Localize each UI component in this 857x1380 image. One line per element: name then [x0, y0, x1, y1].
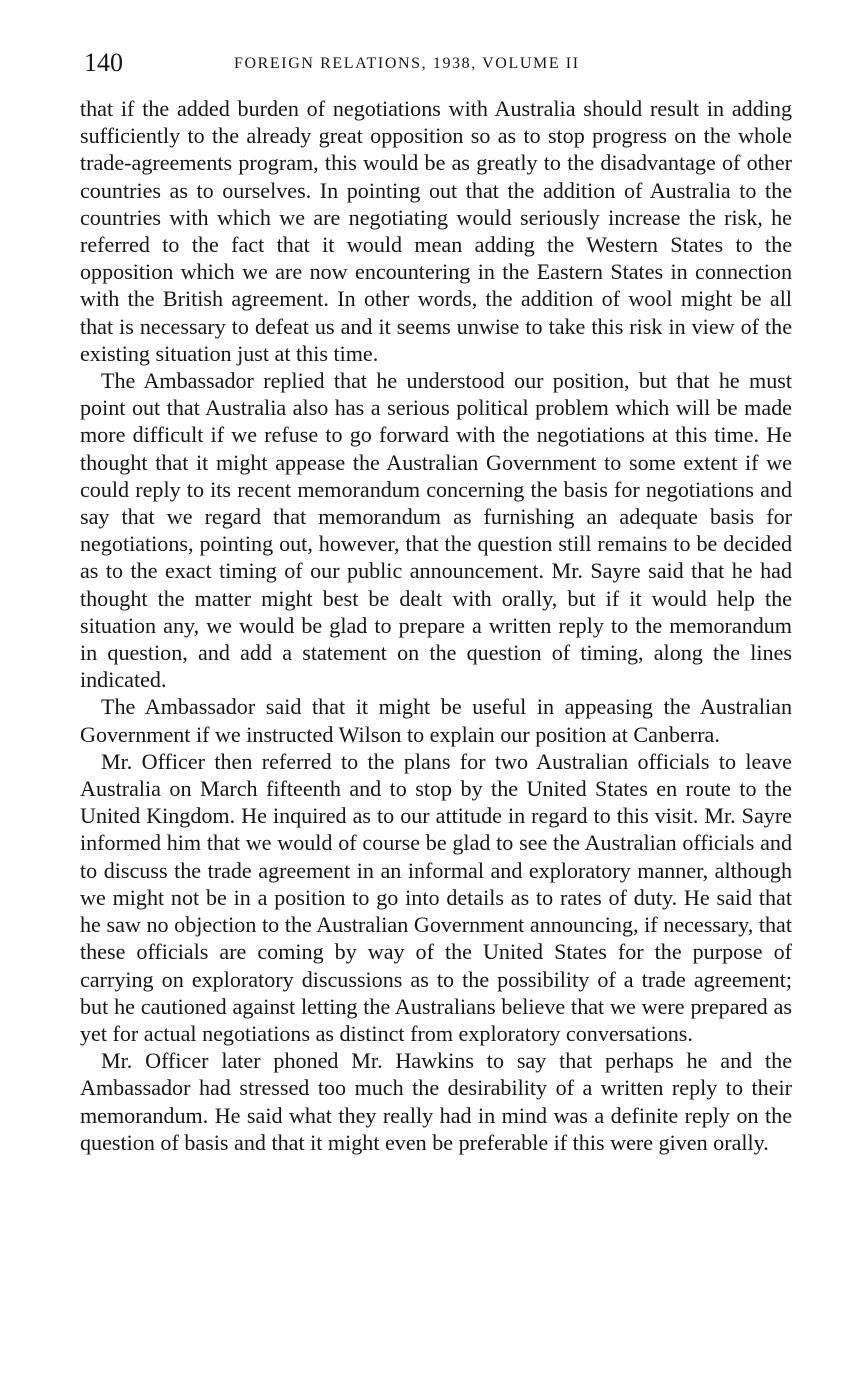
paragraph-continued: that if the added burden of negotiations with Australia should result in adding sufficiently to the already great opposition so as to stop progress on the whole trade-agreements program, this would be as greatly to the disadvantage of other countries as to ourselves. In pointing out that the addition of Australia to the countries with which we are negotiating would seriously increase the risk, he referred to the fact that it would mean adding the Western States to the opposition which we are now encountering in the Eastern States in connection with the British agreement. In other words, the addition of wool might be all that is necessary to defeat us and it seems unwise to take this risk in view of the existing situation just at this time. [80, 96, 792, 366]
body-text [80, 95, 792, 1156]
paragraph-officer-visit: Mr. Officer then referred to the plans for two Australian officials to leave Australia on March fifteenth and to stop by the United States en route to the United Kingdom. He inquired as to our attitude in regard to this visit. Mr. Sayre informed him that we would of course be glad to see the Australian officials and to discuss the trade agreement in an informal and exploratory manner, although we might not be in a position to go into details as to rates of duty. He said that he saw no objection to the Australian Government announcing, if necessary, that these officials are coming by way of the United States for the purpose of carrying on exploratory discussions as to the possibility of a trade agreement; but he cautioned against letting the Australians believe that we were prepared as yet for actual negotiations as distinct from exploratory conversations. [80, 748, 792, 1046]
paragraph-ambassador-canberra: The Ambassador said that it might be useful in appeasing the Australian Government if we instructed Wilson to explain our position at Canberra. [80, 694, 792, 747]
running-head-title: FOREIGN RELATIONS, 1938, VOLUME II [234, 55, 580, 72]
running-head [84, 48, 792, 78]
paragraph-officer-phone: Mr. Officer later phoned Mr. Hawkins to say that perhaps he and the Ambassador had stressed too much the desirability of a written reply to their memorandum. He said what they really had in mind was a definite reply on the question of basis and that it might even be preferable if this were given orally. [80, 1048, 792, 1155]
page-number: 140 [84, 48, 123, 77]
paragraph-ambassador-reply: The Ambassador replied that he understood our position, but that he must point out that Australia also has a serious political problem which will be made more difficult if we refuse to go forward with the negotiations at this time. He thought that it might appease the Australian Government to some extent if we could reply to its recent memorandum concerning the basis for negotiations and say that we regard that memorandum as furnishing an adequate basis for negotiations, pointing out, however, that the question still remains to be decided as to the exact timing of our public announcement. Mr. Sayre said that he had thought the matter might best be dealt with orally, but if it would help the situation any, we would be glad to prepare a written reply to the memorandum in question, and add a statement on the question of timing, along the lines indicated. [80, 368, 792, 693]
